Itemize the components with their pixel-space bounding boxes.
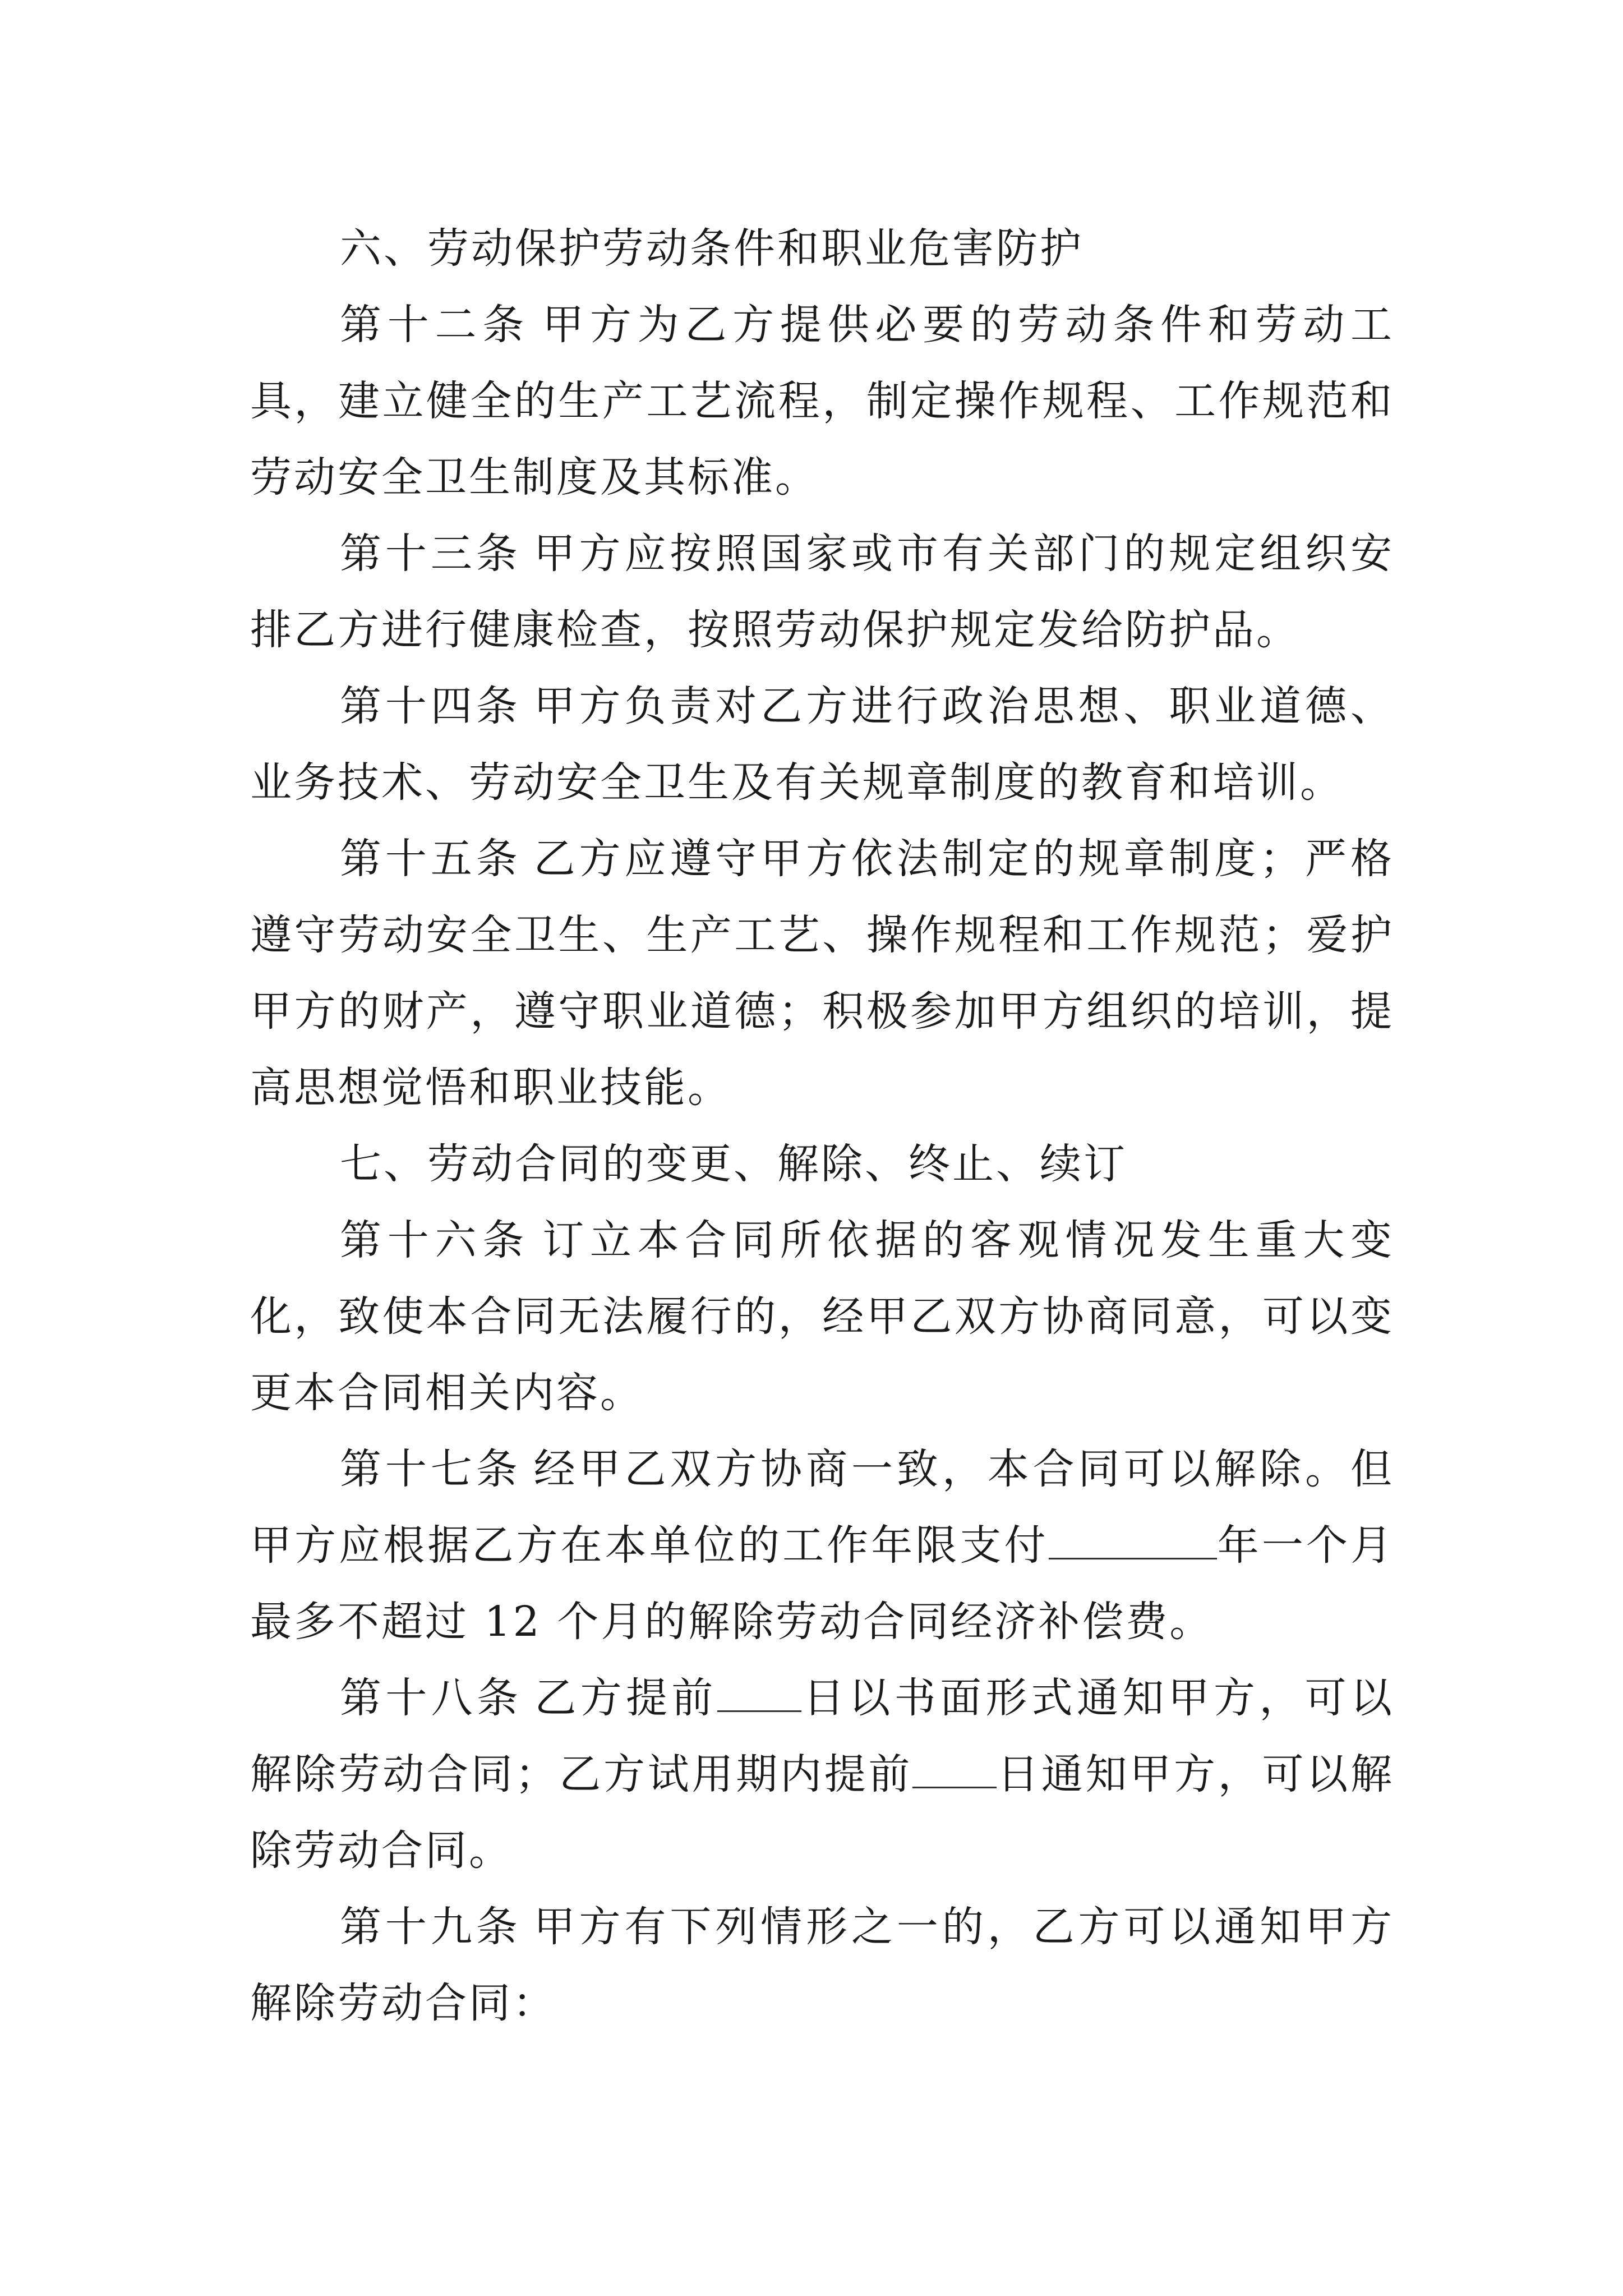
- article-text: 甲方为乙方提供必要的劳动条件和劳动工具，建立健全的生产工艺流程，制定操作规程、工作规范和劳动安全卫生制度及其标准。: [250, 301, 1395, 501]
- article-number: 第十五条: [340, 835, 522, 883]
- article-14: [250, 668, 1394, 821]
- article-text: 订立本合同所依据的客观情况发生重大变化，致使本合同无法履行的，经甲乙双方协商同意，可以变更本合同相关内容。: [250, 1216, 1395, 1417]
- article-15: [250, 821, 1394, 1126]
- article-text-part2: 日以书面形式通知甲方，可以解除劳动合同；乙方试用期内提前: [250, 1674, 1395, 1798]
- article-number: 第十四条: [340, 682, 522, 730]
- section-heading-6: 六、劳动保护劳动条件和职业危害防护: [340, 224, 1083, 273]
- document-body: [250, 210, 1394, 2041]
- fill-in-blank-years[interactable]: [1049, 1524, 1217, 1559]
- article-number: 第十七条: [340, 1445, 522, 1493]
- article-number: 第十八条: [340, 1674, 523, 1722]
- article-13: [250, 516, 1394, 668]
- section-heading-7: 七、劳动合同的变更、解除、终止、续订: [340, 1140, 1127, 1188]
- article-text-part1: 乙方提前: [534, 1674, 717, 1722]
- article-text-after-blank: 年一个月最多不超过 12 个月的解除劳动合同经济补偿费。: [250, 1521, 1395, 1646]
- article-number: 第十二条: [340, 301, 531, 349]
- article-number: 第十六条: [340, 1216, 531, 1264]
- article-text: 甲方负责对乙方进行政治思想、职业道德、业务技术、劳动安全卫生及有关规章制度的教育和培训。: [250, 682, 1395, 807]
- article-text: 甲方应按照国家或市有关部门的规定组织安排乙方进行健康检查，按照劳动保护规定发给防护品。: [250, 530, 1395, 654]
- article-number: 第十三条: [340, 530, 522, 578]
- article-12: [250, 287, 1394, 516]
- article-16: [250, 1202, 1394, 1431]
- fill-in-blank-notice-days[interactable]: [717, 1677, 801, 1712]
- article-text: 甲方有下列情形之一的，乙方可以通知甲方解除劳动合同：: [250, 1903, 1395, 2027]
- article-19: [250, 1889, 1394, 2041]
- article-18: [250, 1660, 1394, 1889]
- article-number: 第十九条: [340, 1903, 522, 1951]
- fill-in-blank-probation-days[interactable]: [912, 1753, 997, 1788]
- article-text-part3: 日通知甲方，可以解除劳动合同。: [250, 1750, 1394, 1875]
- article-text-before-blank: 经甲乙双方协商一致，本合同可以解除。但甲方应根据乙方在本单位的工作年限支付: [250, 1445, 1395, 1570]
- article-17: [250, 1431, 1394, 1660]
- article-text: 乙方应遵守甲方依法制定的规章制度；严格遵守劳动安全卫生、生产工艺、操作规程和工作规范；爱护甲方的财产，遵守职业道德；积极参加甲方组织的培训，提高思想觉悟和职业技能。: [250, 835, 1395, 1112]
